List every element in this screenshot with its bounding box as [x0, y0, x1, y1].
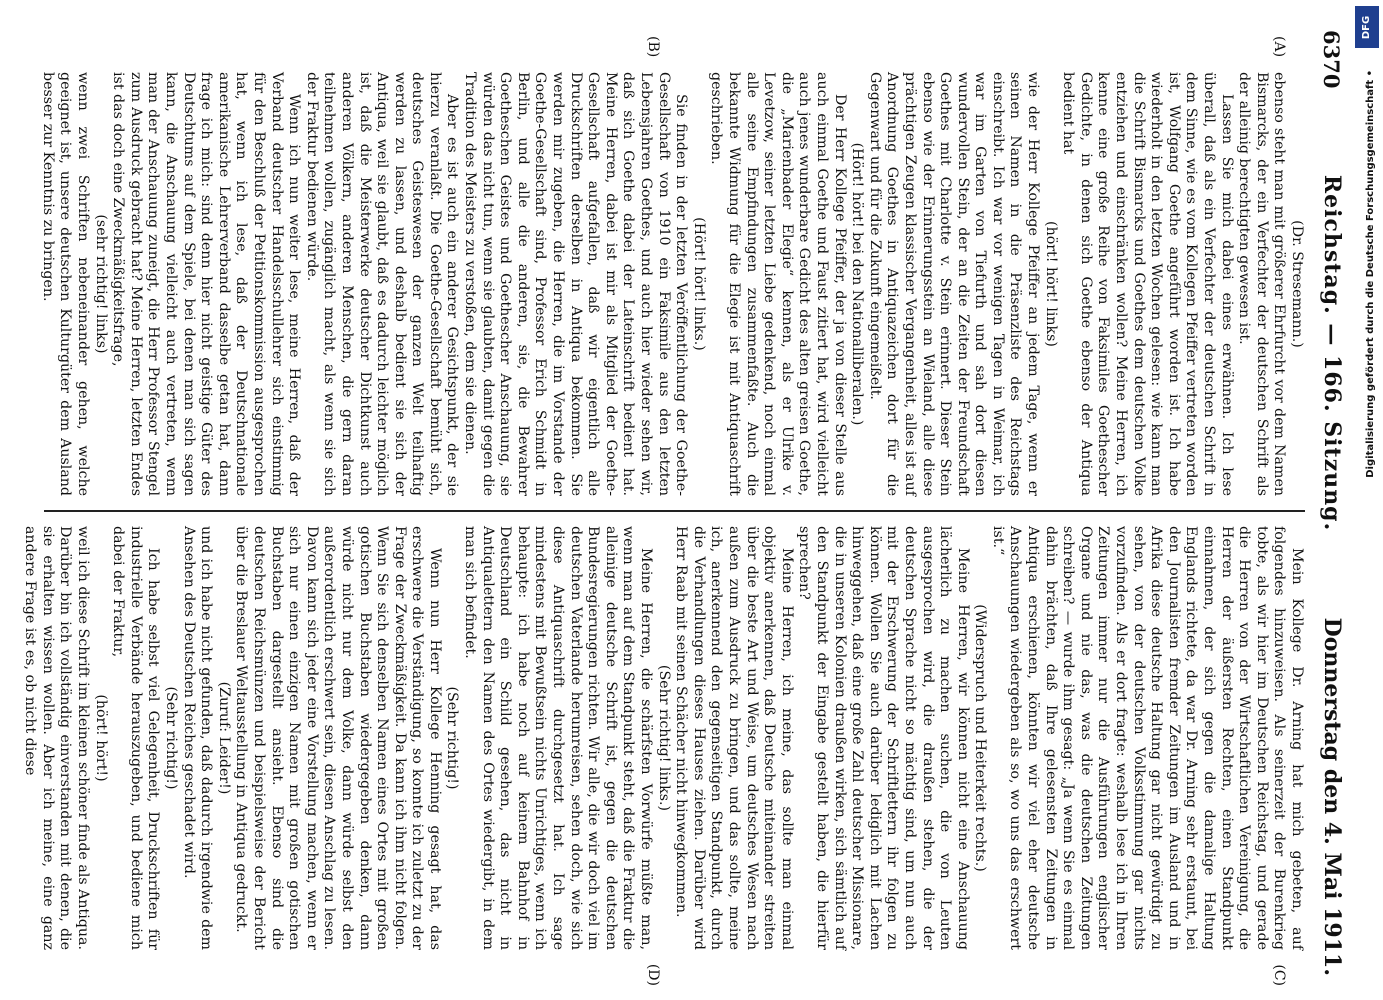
interjection: (Sehr richtig!) — [163, 686, 179, 790]
left-text-column — [39, 62, 1305, 506]
margin-marker-b: (B) — [645, 36, 661, 58]
dfg-logo: DFG — [1355, 6, 1379, 48]
paragraph: Lassen Sie mich dabei eines erwähnen. Ich lese überall, daß als ein Verfechter der deutschen Schrift in dem Sinne, wie es vom Kollegen Pfeiffer vertreten worden ist, Wolfgang Goethe angeführt worden ist. Ich habe wiederholt in den letzten Wochen gelesen: wie kann man die Schrift Bismarcks und Goethes dem deutschen Volke entziehen und einschränken wollen? Meine Herren, ich kenne eine große Reihe von Faksimiles Goethescher Gedichte, in denen sich Goethe ebenso der Antiqua bedient hat — [1060, 72, 1235, 496]
paragraph: Meine Herren, ich meine, das sollte man einmal objektiv anerkennen, daß Deutsche miteinander streiten über die beste Art und Weise, um deutsches Wesen nach außen zum Ausdruck zu bringen, und das sollte, meine ich, anerkennend den gegenseitigen Standpunkt, durch die Verhandlungen dieses Hauses ziehen. Darüber wird Herr Raab mit seinen Schächer nicht hinwegkommen. — [673, 526, 795, 950]
paragraph: Mein Kollege Dr. Arning hat mich gebeten, auf folgendes hinzuweisen. Als seinerzeit der Burenkrieg tobte, als wir hier im Deutschen Reichstag, und gerade die Herren von der Wirtschaftlichen Vereinigung, die Herren der äußersten Rechten, einen Standpunkt einnahmen, der sich gegen die damalige Haltung Englands richtete, da war Dr. Arning sehr erstaunt, bei den Journalisten fremder Zeitungen im Ausland und in Afrika diese deutsche Haltung gar nicht gewürdigt zu sehen, von der deutschen Volksstimmung gar nichts vorzufinden. Als er dort fragte: weshalb lese ich in Ihren Zeitungen immer nur die Ausführungen englischer Organe und nie das, was die deutschen Zeitungen schreiben? — wurde ihm gesagt: „Ja wenn Sie es einmal dahin brächten, daß Ihre gelesensten Zeitungen in Antiqua erschienen, könnten wir viel eher deutsche Anschauungen wiedergeben als so, wo uns das erschwert ist.“ — [989, 526, 1305, 950]
margin-marker-d: (D) — [645, 963, 661, 986]
page-title: Reichstag. — 166. Sitzung. — [1319, 174, 1345, 532]
session-date: Donnerstag den 4. Mai 1911. — [1319, 617, 1345, 976]
paragraph: Meine Herren, die schärfsten Vorwürfe müßte man, wenn man auf dem Standpunkt steht, daß die Fraktur die alleinige deutsche Schrift ist, gegen die deutschen Bundesregierungen richten. Wir alle, die wir doch viel im deutschen Vaterlande herumreisen, sehen doch, wie sich diese Antiquaschrift durchgesetzt hat. Ich sage mindestens mit Bewußtsein nichts Unrichtiges, wenn ich behaupte: ich habe noch auf keinem Bahnhof in Deutschland ein Schild gesehen, das nicht in Antiqualettern den Namen des Ortes wiedergibt, in dem man sich befindet. — [462, 526, 655, 950]
interjection: (Hört! hört! links.) — [690, 217, 707, 351]
page-number: 6370 — [1319, 30, 1345, 89]
paragraph: Wenn nun Herr Kollege Henning gesagt hat, das erschwere die Verständigung, so konnte ich zuletzt zu der Frage der Zweckmäßigkeit. Da kann ich ihm nicht folgen. Wenn Sie sich denselben Namen eines Ortes mit großen gotischen Buchstaben wiedergegeben denken, dann würde nicht nur dem Volke, dann würde selbst den außerordentlich erschwert sein, diesen Anschlag zu lesen. Davon kann sich jeder eine Vorstellung machen, wenn er sich nur einen einzigen Namen mit großen gotischen Buchstaben dargestellt ansieht. Ebenso sind die deutschen Reichsmünzen und beispielsweise der Bericht über die Breslauer Weltausstellung in Antiqua gedruckt. — [233, 526, 443, 950]
interjection: (Dr. Stresemann.) — [1289, 220, 1305, 348]
interjection: (hört! hört!) — [92, 694, 109, 782]
paragraph: Aber es ist auch ein anderer Gesichtspunkt, der sie hierzu veranlaßt. Die Goethe-Gesellschaft bemüht sich, deutsches Geisteswesen der ganzen Welt teilhaftig werden zu lassen, und deshalb bedient sie sich der Antiqua, weil sie glaubt, daß es dadurch leichter möglich ist, daß die Meisterwerke deutscher Dichtkunst auch anderen Völkern, anderen Menschen, die gern daran teilnehmen wollen, zugänglich macht, als wenn sie sich der Fraktur bedienen würde. — [303, 72, 461, 496]
interjection: (hört! hört! links) — [1042, 221, 1059, 347]
digitization-note-text: Digitalisierung gefördert durch die Deutsche Forschungsgemeinschaft • — [1365, 70, 1376, 478]
page-header — [1315, 30, 1349, 976]
paragraph: Meine Herren, wir können nicht eine Anschauung lächerlich zu machen suchen, die von Leuten ausgesprochen wird, die draußen stehen, die der deutschen Sprache nicht so mächtig sind, um nun auch mit der Erschwerung der Schriftlettern ihr folgen zu können. Wollen Sie auch darüber lediglich mit Lachen hinweggehen, daß eine große Zahl deutscher Missionare, die in unseren Kolonien draußen wirken, sich sämtlich auf den Standpunkt der Eingabe gestellt haben, die hierfür sprechen? — [796, 526, 971, 950]
paragraph: weil ich diese Schrift im kleinen schöner finde als Antiqua. Darüber bin ich vollständig einverstanden mit denen, die sie erhalten wissen wollen. Aber ich meine, eine ganz andere Frage ist es, ob nicht diese — [22, 526, 92, 950]
paragraph: ebenso steht man mit größerer Ehrfurcht vor dem Namen Bismarcks, der ein Verfechter der deutschen Schrift als der alleinig berechtigten gewesen ist. — [1236, 72, 1288, 496]
interjection: (Sehr richtig! links.) — [655, 664, 672, 812]
paragraph: wie der Herr Kollege Pfeiffer an jedem Tage, wenn er seinen Namen in die Präsenzliste des Reichstags einschreibt. Ich war vor wenigen Tagen in Weimar, ich war im Garten von Tiefurth und sah dort diesen wundervollen Stein, der an die Zeiten der Freundschaft Goethes mit Charlotte v. Stein erinnert. Dieser Stein ebenso wie der Erinnerungsstein an Wieland, alle diese prächtigen Zeugen klassischer Vergangenheit, alles ist auf Anordnung Goethes in Antiquazeichen dort für die Gegenwart und für die Zukunft eingemeißelt. — [866, 72, 1042, 496]
paragraph: wenn zwei Schriften nebeneinander gehen, welche geeignet ist, unsere deutschen Kulturgüter dem Ausland besser zur Kenntnis zu bringen. — [39, 72, 92, 496]
paragraph: Wenn ich nun weiter lese, meine Herren, daß der Verband deutscher Handelsschullehrer sich einstimmig für den Beschluß der Petitionskommission ausgesprochen hat, wenn ich lese, daß der Deutschnationale amerikanische Lehrerverband dasselbe getan hat, dann frage ich mich: sind denn hier nicht geistige Güter des Deutschtums auf dem Spiele, bei denen man sich sagen kann, die Anschauung vielleicht auch vertreten, wenn man der Anschauung zuneigt, die Herr Professor Stengel zum Ausdruck gebracht hat? Meine Herren, letzten Endes ist das doch eine Zweckmäßigkeitsfrage, — [110, 72, 303, 496]
paragraph: und ich habe nicht gefunden, daß dadurch irgendwie dem Ansehen des Deutschen Reiches geschadet wird. — [180, 526, 215, 950]
text-columns — [22, 62, 1305, 960]
right-text-column — [22, 516, 1305, 960]
digitization-note — [1367, 70, 1377, 970]
margin-marker-a: (A) — [1271, 36, 1287, 58]
column-divider — [44, 510, 1305, 512]
interjection: (Sehr richtig!) — [444, 686, 461, 790]
paragraph: Sie finden in der letzten Veröffentlichung der Goethe-Gesellschaft von 1910 ein Faksimile aus den letzten Lebensjahren Goethes, und auch hier wieder sehen wir, daß sich Goethe dabei der Lateinschrift bedient hat. Meine Herren, dabei ist mir als Mitglied der Goethe-Gesellschaft aufgefallen, daß wir eigentlich alle Druckschriften derselben in Antiqua bekommen. Sie werden mir zugeben, die Herren, die im Vorstande der Goethe-Gesellschaft sind, Professor Erich Schmidt in Berlin, und alle die anderen, sie, die Bewahrer Goetheschen Geistes und Goethescher Anschauung, sie würden das nicht tun, wenn sie glaubten, damit gegen die Tradition des Meisters zu verstoßen, dem sie dienen. — [462, 72, 690, 496]
interjection: (Zuruf: Leider!) — [215, 681, 232, 795]
paragraph: Der Herr Kollege Pfeiffer, der ja von dieser Stelle aus auch einmal Goethe und Faust zitiert hat, wird vielleicht auch jenes wunderbare Gedicht des alten greisen Goethe, die „Marienbader Elegie“ kennen, als er Ulrike v. Levetzow, seiner letzten Liebe gedenkend, noch einmal alle seine Empfindungen zusammenfaßte. Auch die bekannte Widmung für die Elegie ist mit Antiquaschrift geschrieben. — [708, 72, 848, 496]
interjection: (Widerspruch und Heiterkeit rechts.) — [972, 604, 989, 872]
margin-marker-c: (C) — [1271, 964, 1287, 986]
interjection: (sehr richtig! links) — [92, 214, 109, 354]
paragraph: Ich habe selbst viel Gelegenheit, Druckschriften für industrielle Verbände herauszugeben, und bediene mich dabei der Fraktur, — [110, 526, 162, 950]
interjection: (Hört! hört! bei den Nationalliberalen.) — [849, 142, 866, 426]
